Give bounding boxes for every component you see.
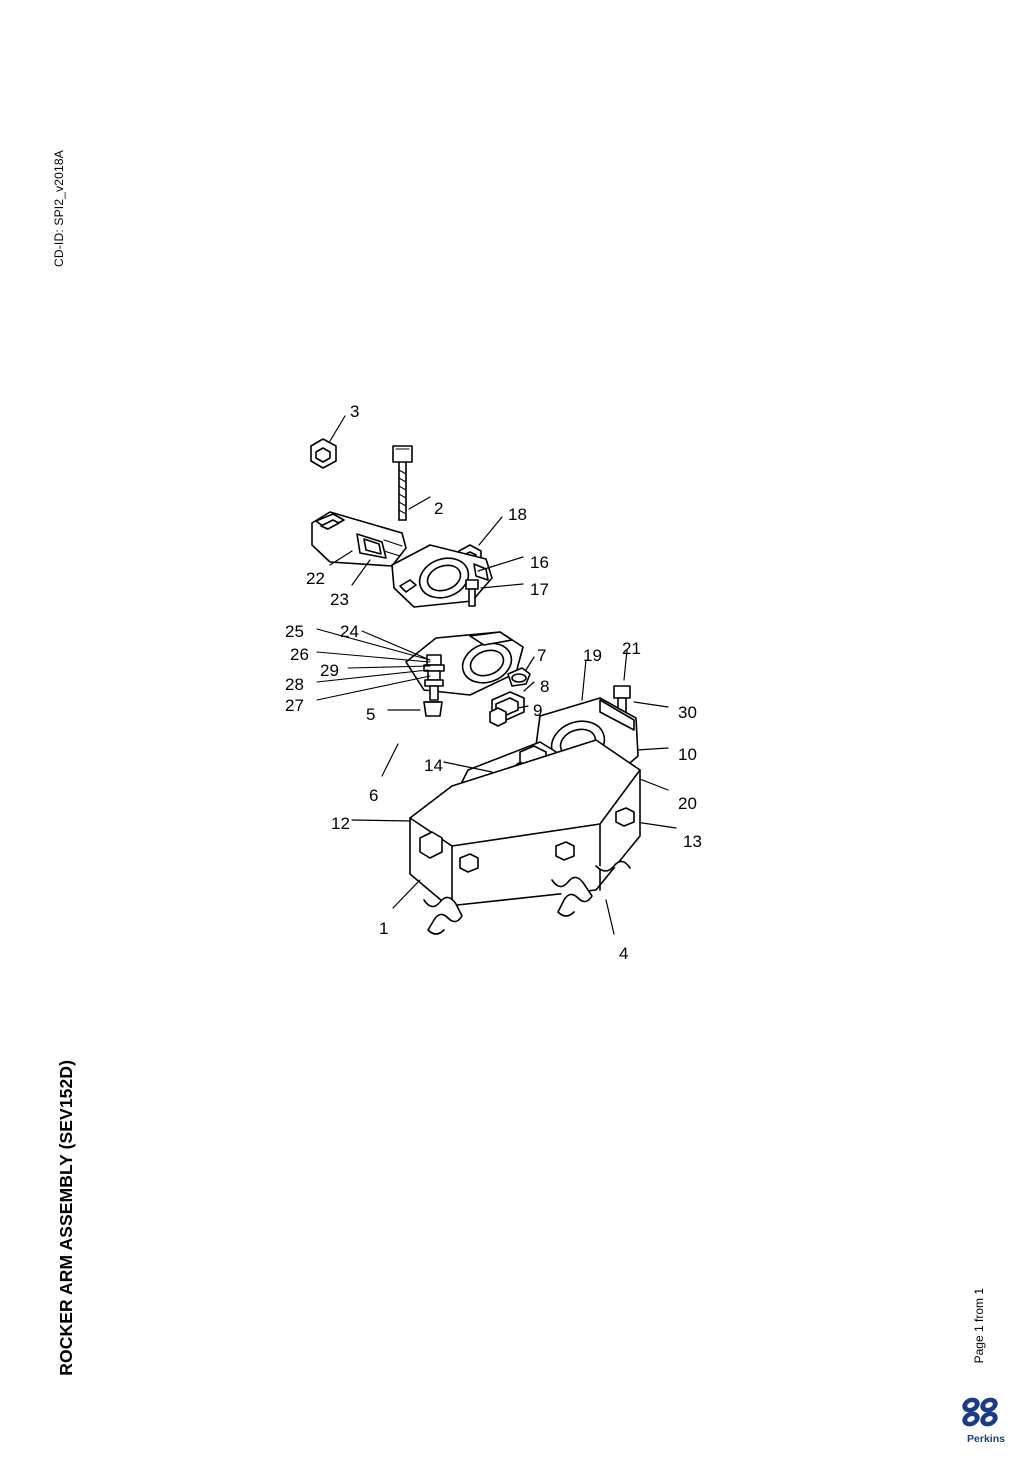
- cd-id-label: CD-ID: SPI2_v2018A: [52, 150, 66, 267]
- callout-22: 22: [306, 569, 325, 588]
- callout-10: 10: [678, 745, 697, 764]
- callout-27: 27: [285, 696, 304, 715]
- callout-14: 14: [424, 756, 443, 775]
- callout-28: 28: [285, 675, 304, 694]
- part-nut-3: [311, 439, 336, 468]
- callout-17: 17: [530, 580, 549, 599]
- callout-24: 24: [340, 622, 359, 641]
- callout-12: 12: [331, 814, 350, 833]
- callout-20: 20: [678, 794, 697, 813]
- callout-16: 16: [530, 553, 549, 572]
- part-plug-5: [424, 702, 442, 716]
- part-bracket-24-29: [406, 632, 523, 695]
- perkins-logo-text: Perkins: [967, 1433, 1005, 1445]
- callout-1: 1: [379, 919, 389, 938]
- callout-7: 7: [537, 646, 547, 665]
- callout-18: 18: [508, 505, 527, 524]
- part-rocker-arm-22-23: [312, 512, 406, 566]
- perkins-logo-icon: [955, 1395, 1017, 1431]
- callout-13: 13: [683, 832, 702, 851]
- callout-5: 5: [366, 705, 376, 724]
- part-housing-1: [410, 740, 640, 906]
- callout-25: 25: [285, 622, 304, 641]
- callout-2: 2: [434, 499, 444, 518]
- callout-23: 23: [330, 590, 349, 609]
- callout-3: 3: [350, 402, 360, 421]
- page-count-label: Page 1 from 1: [972, 1288, 986, 1364]
- callout-29: 29: [320, 661, 339, 680]
- callout-30: 30: [678, 703, 697, 722]
- page-title: ROCKER ARM ASSEMBLY (SEV152D): [56, 1060, 76, 1376]
- callout-8: 8: [540, 677, 550, 696]
- callout-6: 6: [369, 786, 379, 805]
- callout-26: 26: [290, 645, 309, 664]
- callout-19: 19: [583, 646, 602, 665]
- callout-9: 9: [533, 701, 543, 720]
- perkins-logo: [955, 1395, 1017, 1447]
- callout-4: 4: [619, 944, 629, 963]
- callout-21: 21: [622, 639, 641, 658]
